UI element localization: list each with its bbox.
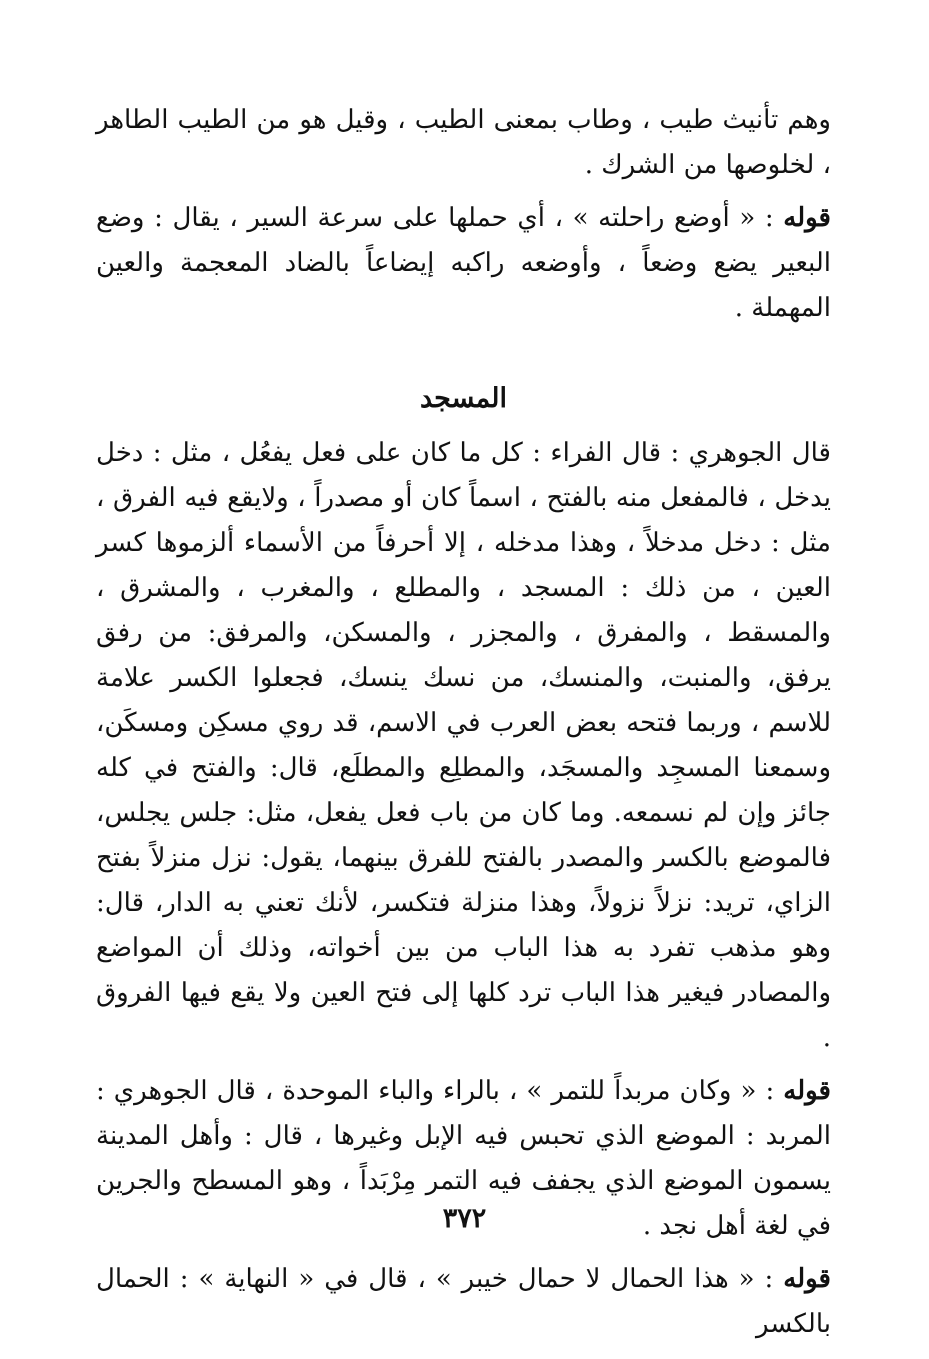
paragraph-2 <box>96 196 831 331</box>
section-heading: المسجد <box>419 383 508 414</box>
paragraph-1 <box>96 98 831 188</box>
paragraph-2-text: : « أوضع راحلته » ، أي حملها على سرعة السير ، يقال : وضع البعير يضع وضعاً ، وأوضعه راكبه إيضاعاً بالضاد المعجمة والعين المهملة . <box>96 203 831 323</box>
paragraph-2-lead: قوله <box>783 203 831 233</box>
section-paragraph-2-text: : « وكان مربداً للتمر » ، بالراء والباء الموحدة ، قال الجوهري : المربد : الموضع الذي تحبس فيه الإبل وغيرها ، قال : وأهل المدينة يسمون الموضع الذي يجفف فيه التمر مِرْبَداً ، وهو المسطح والجرين في لغة أهل نجد . <box>96 1076 831 1241</box>
paragraph-1-text: وهم تأنيث طيب ، وطاب بمعنى الطيب ، وقيل هو من الطيب الطاهر ، لخلوصها من الشرك . <box>96 105 831 180</box>
section-paragraph-1-text: قال الجوهري : قال الفراء : كل ما كان على فعل يفعُل ، مثل : دخل يدخل ، فالمفعل منه بالفتح ، اسماً كان أو مصدراً ، ولايقع فيه الفرق ، مثل : دخل مدخلاً ، وهذا مدخله ، إلا أحرفاً من الأسماء ألزموها كسر العين ، من ذلك : المسجد ، والمطلع ، والمغرب ، والمشرق ، والمسقط ، والمفرق ، والمجزر ، والمسكن، والمرفق: من رفق يرفق، والمنبت، والمنسك، من نسك ينسك، فجعلوا الكسر علامة للاسم ، وربما فتحه بعض العرب في الاسم، قد روي مسكِن ومسكَن، وسمعنا المسجِد والمسجَد، والمطلِع والمطلَع، قال: والفتح في كله جائز وإن لم نسمعه. وما كان من باب فعل يفعل، مثل: جلس يجلس، فالموضع بالكسر والمصدر بالفتح للفرق بينهما، يقول: نزل منزلاً بفتح الزاي، تريد: نزلاً نزولاً، وهذا منزلة فتكسر، لأنك تعني به الدار، قال: وهو مذهب تفرد به هذا الباب من بين أخواته، وذلك أن المواضع والمصادر فيغير هذا الباب ترد كلها إلى فتح العين ولا يقع فيها الفروق . <box>96 438 831 1053</box>
section-paragraph-1 <box>96 431 831 1061</box>
page-number: ٣٧٢ <box>442 1203 487 1234</box>
section-paragraph-3-text: : « هذا الحمال لا حمال خيبر » ، قال في « النهاية » : الحمال بالكسر <box>96 1264 831 1339</box>
section-paragraph-3 <box>96 1257 831 1347</box>
section-paragraph-3-lead: قوله <box>783 1264 831 1294</box>
section-paragraph-2-lead: قوله <box>783 1076 831 1106</box>
page-body <box>96 98 831 1355</box>
